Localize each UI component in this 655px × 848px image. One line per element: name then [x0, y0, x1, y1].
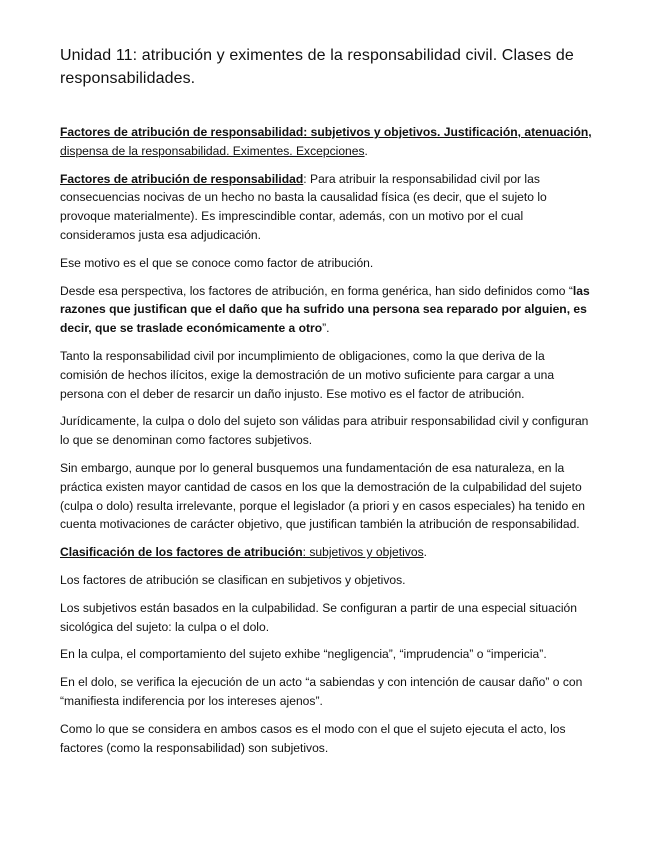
paragraph-motivo: Ese motivo es el que se conoce como factor de atribución. — [60, 255, 374, 270]
paragraph-culpa: En la culpa, el comportamiento del sujeto exhibe “negligencia”, “imprudencia” o “impericia”. — [60, 647, 547, 662]
paragraph-factores — [60, 170, 595, 245]
paragraph-subjetivos: Los subjetivos están basados en la culpabilidad. Se configuran a partir de una especial situación sicológica del sujeto: la culpa o el dolo. — [60, 600, 578, 634]
classification-heading — [60, 543, 595, 562]
paragraph-sin-embargo: Sin embargo, aunque por lo general busquemos una fundamentación de esa naturaleza, en la práctica existen mayor cantidad de casos en los que la demostración de la culpabilidad del sujeto (culpa o dolo) resulta irrelevante, porque el legislador (a priori y en casos especiales) ha tenido en cuenta motivaciones de carácter objetivo, que justifican también la atribución de responsabilidad. — [60, 460, 586, 532]
classification-heading-tail: . — [423, 545, 427, 560]
paragraph-definicion — [60, 282, 595, 338]
document-title: Unidad 11: atribución y eximentes de la responsabilidad civil. Clases de responsabilidades. — [60, 47, 574, 87]
paragraph-conclusion: Como lo que se considera en ambos casos es el modo con el que el sujeto ejecuta el acto, los factores (como la responsabilidad) son subjetivos. — [60, 721, 566, 755]
paragraph-definicion-quote: las razones que justifican que el daño que ha sufrido una persona sea reparado por alguien, es decir, que se traslade económicamente a otro — [60, 283, 590, 336]
paragraph-clasifican: Los factores de atribución se clasifican en subjetivos y objetivos. — [60, 572, 406, 587]
classification-heading-rest: : subjetivos y objetivos — [302, 545, 424, 560]
paragraph-dolo: En el dolo, se verifica la ejecución de un acto “a sabiendas y con intención de causar daño” o con “manifiesta indiferencia por los intereses ajenos”. — [60, 675, 583, 708]
section-heading — [60, 123, 595, 161]
section-heading-tail: . — [364, 143, 368, 158]
paragraph-definicion-after: ”. — [322, 321, 330, 336]
paragraph-factores-text: : Para atribuir la responsabilidad civil por las consecuencias nocivas de un hecho no basta la causalidad física (es decir, que el sujeto lo provoque materialmente). Es imprescindible contar, además, con un motivo por el cual consideramos justa esa adjudicación. — [60, 171, 547, 242]
classification-heading-bold: Clasificación de los factores de atribución — [60, 545, 303, 560]
section-heading-rest: dispensa de la responsabilidad. Eximentes. Excepciones — [60, 143, 365, 158]
section-heading-bold: Factores de atribución de responsabilidad: subjetivos y objetivos. Justificación, atenuación, — [60, 125, 592, 139]
paragraph-definicion-before: Desde esa perspectiva, los factores de atribución, en forma genérica, han sido definidos como “ — [60, 283, 573, 298]
paragraph-responsabilidad: Tanto la responsabilidad civil por incumplimiento de obligaciones, como la que deriva de la comisión de hechos ilícitos, exige la demostración de un motivo suficiente para cargar a una persona con el deber de resarcir un daño injusto. Ese motivo es el factor de atribución. — [60, 348, 555, 401]
paragraph-factores-label: Factores de atribución de responsabilidad — [60, 171, 304, 186]
paragraph-juridicamente: Jurídicamente, la culpa o dolo del sujeto son válidas para atribuir responsabilidad civil y configuran lo que se denominan como factores subjetivos. — [60, 414, 589, 448]
